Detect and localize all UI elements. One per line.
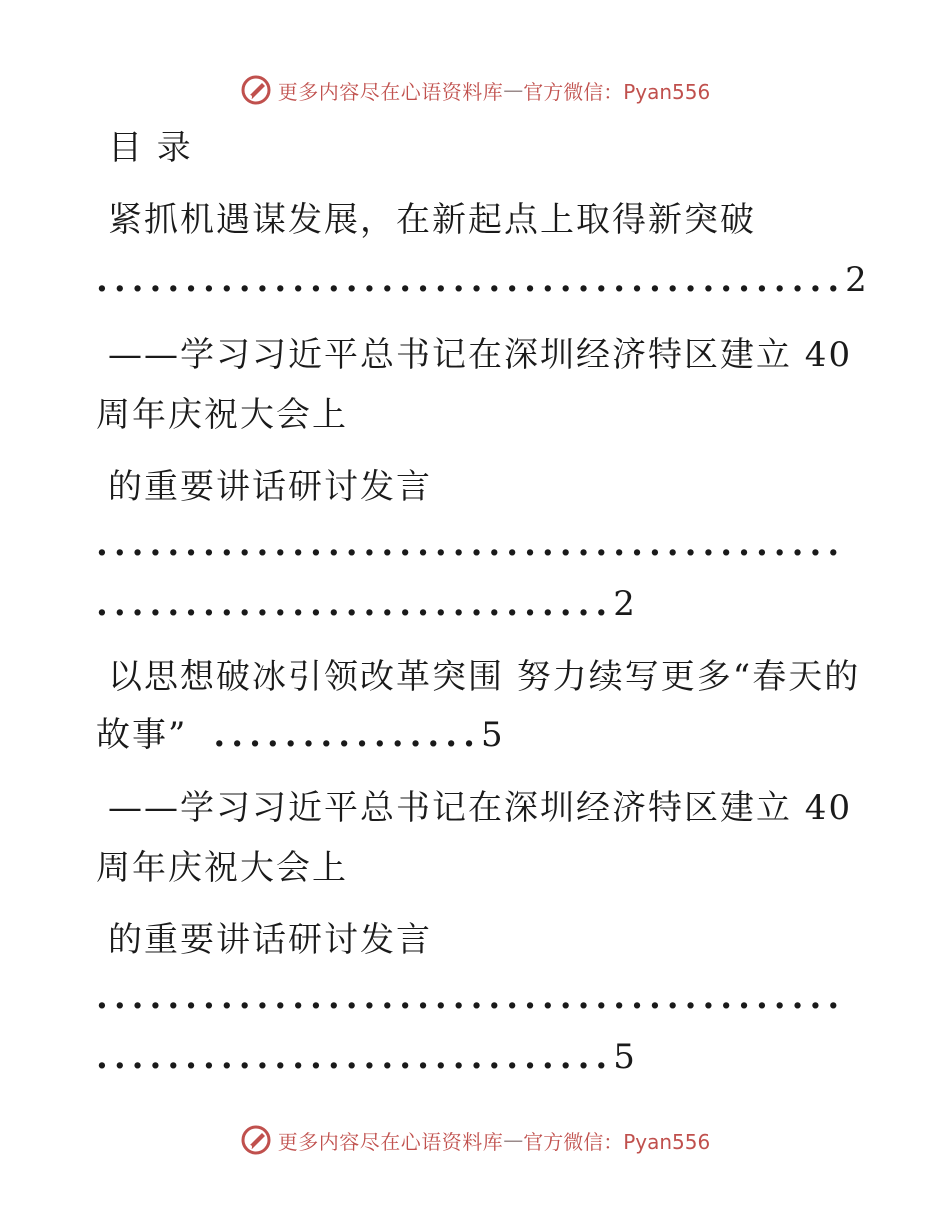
- dot-leader: .............................: [96, 584, 614, 624]
- toc-entry-1-title[interactable]: 紧抓机遇谋发展，在新起点上取得新突破: [108, 200, 756, 240]
- banner-separator: —: [503, 78, 524, 102]
- banner-text: 更多内容尽在心语资料库: [277, 79, 504, 104]
- toc-entry-1-leader-2: [96, 582, 635, 626]
- toc-entry-1-leader: [96, 258, 867, 302]
- toc-entry-1-subtitle-2: 周年庆祝大会上: [96, 395, 348, 435]
- toc-entry-2-title[interactable]: 以思想破冰引领改革突围 努力续写更多“春天的: [108, 657, 861, 697]
- dot-leader: .............................: [96, 1037, 614, 1077]
- toc-entry-1-subtitle-3: 的重要讲话研讨发言: [108, 467, 432, 507]
- toc-entry-1-page-2: 2: [613, 584, 635, 624]
- toc-entry-1-subtitle-1: ——学习习近平总书记在深圳经济特区建立 40: [108, 335, 853, 375]
- toc-entry-2-leader: [213, 715, 502, 755]
- toc-entry-2-subtitle-3: 的重要讲话研讨发言: [108, 920, 432, 960]
- toc-entry-2-subtitle-2: 周年庆祝大会上: [96, 848, 348, 888]
- toc-entry-2-title-2: 故事”: [96, 715, 188, 755]
- header-banner: [0, 70, 950, 110]
- dot-leader: ...............: [213, 715, 481, 755]
- banner-separator: —: [503, 1128, 524, 1152]
- toc-entry-1-page: 2: [845, 260, 867, 300]
- toc-entry-1-leader-full: ..........................................: [96, 524, 846, 564]
- banner-wechat: 官方微信：Pyan556: [523, 79, 711, 104]
- toc-entry-2-leader-2: [96, 1035, 635, 1079]
- toc-entry-2-subtitle-1: ——学习习近平总书记在深圳经济特区建立 40: [108, 788, 853, 828]
- banner-text: 更多内容尽在心语资料库: [277, 1129, 504, 1154]
- pen-logo-icon: [240, 1124, 272, 1156]
- toc-entry-2-page-2: 5: [613, 1037, 635, 1077]
- banner-wechat: 官方微信：Pyan556: [523, 1129, 711, 1154]
- toc-entry-2-leader-full: ..........................................: [96, 977, 846, 1017]
- footer-banner: [0, 1120, 950, 1160]
- toc-entry-2-title-cont[interactable]: [96, 713, 503, 757]
- toc-heading: 目 录: [108, 128, 193, 168]
- pen-logo-icon: [240, 74, 272, 106]
- toc-entry-2-page: 5: [480, 715, 503, 755]
- dot-leader: ..........................................: [96, 260, 846, 300]
